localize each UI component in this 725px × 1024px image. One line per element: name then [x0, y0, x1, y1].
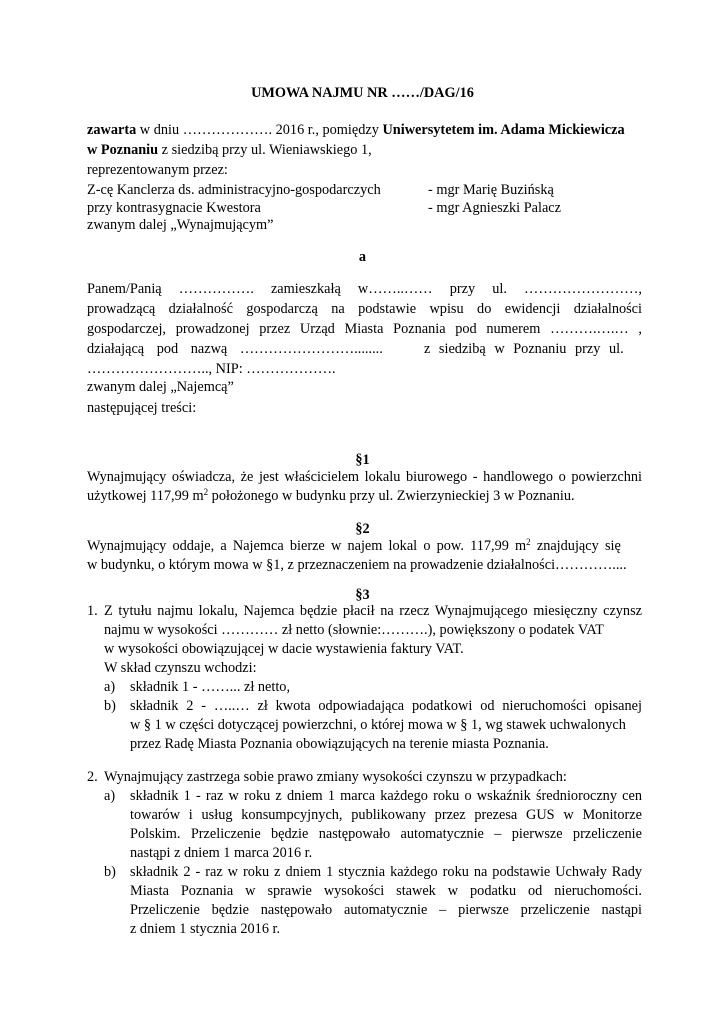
intro-represented-by: reprezentowanym przez: — [87, 162, 228, 178]
point-1-line-1: Z tytułu najmu lokalu, Najemca będzie płacił na rzecz Wynajmującego miesięczny czynsz — [104, 603, 642, 619]
section-2-text-a: Wynajmujący oddaje, a Najemca bierze w najem lokal o pow. 117,99 m — [87, 538, 527, 554]
point-1-line-4: W skład czynszu wchodzi: — [104, 660, 257, 676]
intro-line-2 — [87, 141, 372, 160]
item-b-line-1: składnik 2 - …..… zł kwota odpowiadająca podatkowi od nieruchomości opisanej — [130, 698, 642, 714]
item-b2-line-3: Przeliczenie będzie następowało automatycznie – pierwsze przeliczenie nastąpi — [130, 902, 642, 918]
intro-line-1 — [87, 121, 625, 140]
intro-city: w Poznaniu — [87, 142, 159, 158]
point-2-line-1: Wynajmujący zastrzega sobie prawo zmiany wysokości czynszu w przypadkach: — [104, 769, 567, 785]
section-1-heading: §1 — [355, 452, 370, 468]
rep2-role: przy kontrasygnacie Kwestora — [87, 200, 261, 216]
section-1-line-2 — [87, 487, 575, 506]
tenant-label: zwanym dalej „Najemcą” — [87, 379, 234, 395]
item-a2-line-1: składnik 1 - raz w roku z dniem 1 marca każdego roku o wskaźnik średnioroczny cen — [130, 788, 642, 804]
tenant-line-5: …………………….., NIP: ………………. — [87, 361, 336, 377]
intro-landlord-label: zwanym dalej „Wynajmującym” — [87, 217, 274, 233]
item-b2-line-2: Miasta Poznania w sprawie wysokości stawek w podatku od nieruchomości. — [130, 883, 642, 899]
item-a2-line-2: towarów i usług konsumpcyjnych, publikowany przez prezesa GUS w Monitorze — [130, 807, 642, 823]
intro-date-text: w dniu ………………. 2016 r., pomiędzy — [136, 122, 383, 138]
rep1-role: Z-cę Kanclerza ds. administracyjno-gospodarczych — [87, 182, 381, 198]
section-3-heading: §3 — [355, 587, 370, 603]
section-1-area: użytkowej 117,99 m — [87, 488, 204, 504]
intro-zawarta: zawarta — [87, 122, 137, 138]
point-1-line-2: najmu w wysokości ………… zł netto (słownie:……….), powiększony o podatek VAT — [104, 622, 604, 638]
intro-university: Uniwersytetem im. Adama Mickiewicza — [382, 122, 625, 138]
section-1-location: położonego w budynku przy ul. Zwierzynieckiej 3 w Poznaniu. — [208, 488, 575, 504]
tenant-line-2: prowadzącą działalność gospodarczą na podstawie wpisu do ewidencji działalności — [87, 301, 642, 317]
item-b2-line-4: z dniem 1 stycznia 2016 r. — [130, 921, 281, 937]
item-b-line-3: przez Radę Miasta Poznania obowiązujących na terenie miasta Poznania. — [130, 736, 549, 752]
section-1-sup: 2 — [203, 487, 209, 497]
item-b2-label: b) — [104, 864, 116, 880]
item-a-label: a) — [104, 679, 116, 695]
document-title: UMOWA NAJMU NR ……/DAG/16 — [251, 85, 474, 101]
item-b2-line-1: składnik 2 - raz w roku z dniem 1 stycznia każdego roku na podstawie Uchwały Rady — [130, 864, 642, 880]
item-a-text: składnik 1 - ……... zł netto, — [130, 679, 291, 695]
item-b-line-2: w § 1 w części dotyczącej powierzchni, o której mowa w § 1, wg stawek uchwalonych — [130, 717, 626, 733]
item-a2-line-3: Polskim. Przeliczenie będzie następowało automatycznie – pierwsze przeliczenie — [130, 826, 642, 842]
point-2-number: 2. — [87, 769, 98, 785]
tenant-line-1: Panem/Panią ……………. zamieszkałą w……..…… przy ul. ……………………, — [87, 281, 642, 297]
point-1-number: 1. — [87, 603, 98, 619]
section-2-line-2: w budynku, o którym mowa w §1, z przeznaczeniem na prowadzenie działalności………….... — [87, 557, 627, 573]
tenant-line-4a: działającą pod nazwą ……………………........ — [87, 341, 383, 357]
rep1-name: - mgr Marię Buzińską — [428, 182, 554, 198]
contract-content-intro: następującej treści: — [87, 400, 197, 416]
rep2-name: - mgr Agnieszki Palacz — [428, 200, 561, 216]
point-1-line-3: w wysokości obowiązującej w dacie wystawienia faktury VAT. — [104, 641, 464, 657]
section-2-heading: §2 — [355, 521, 370, 537]
section-1-line-1: Wynajmujący oświadcza, że jest właścicielem lokalu biurowego - handlowego o powierzchni — [87, 469, 642, 485]
item-b-label: b) — [104, 698, 116, 714]
conjunction-a: a — [358, 249, 367, 265]
intro-address: z siedzibą przy ul. Wieniawskiego 1, — [158, 142, 372, 158]
section-2-line-1 — [87, 537, 621, 556]
section-2-text-b: znajdujący się — [530, 538, 621, 554]
tenant-line-4b: z siedzibą w Poznaniu przy ul. — [424, 341, 624, 357]
section-2-sup: 2 — [526, 537, 531, 547]
item-a2-line-4: nastąpi z dniem 1 marca 2016 r. — [130, 845, 313, 861]
item-a2-label: a) — [104, 788, 116, 804]
tenant-line-3: gospodarczej, prowadzonej przez Urząd Miasta Poznania pod numerem ……….….… , — [87, 321, 642, 337]
